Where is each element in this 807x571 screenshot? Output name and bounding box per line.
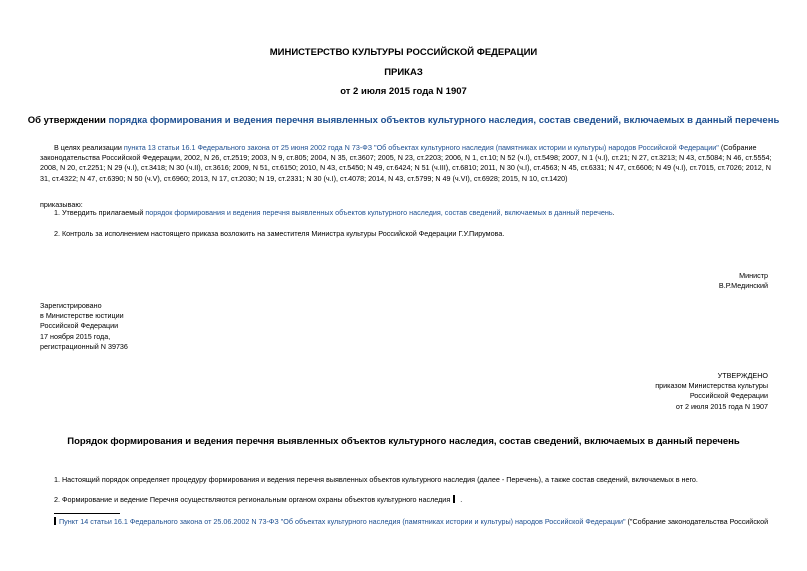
title-prefix: Об утверждении bbox=[27, 115, 109, 126]
footnote bbox=[54, 517, 789, 527]
footnote-marker[interactable] bbox=[453, 495, 455, 503]
item-2: 2. Контроль за исполнением настоящего приказа возложить на заместителя Министра культуры Российской Федерации Г.У.Пирумова. bbox=[54, 229, 505, 238]
item-1 bbox=[54, 208, 784, 218]
registration-line-3: Российской Федерации bbox=[40, 321, 119, 331]
document-type: ПРИКАЗ bbox=[384, 67, 423, 78]
registration-block bbox=[40, 301, 128, 352]
section-paragraph-2: 2. Формирование и ведение Перечня осуществляются региональным органом охраны объектов культурного наследия . bbox=[54, 495, 463, 504]
title-link[interactable]: порядка формирования и ведения перечня выявленных объектов культурного наследия, состав сведений, включаемых в данный перечень bbox=[108, 115, 780, 126]
footnote-divider bbox=[54, 513, 120, 514]
section-paragraph-1: 1. Настоящий порядок определяет процедуру формирования и ведения перечня выявленных объектов культурного наследия (далее - Перечень), а также состав сведений, включаемых в него. bbox=[54, 475, 698, 484]
footnote-law-link[interactable]: Пункт 14 статьи 16.1 Федерального закона от 25.06.2002 N 73-ФЗ "Об объектах культурного наследия (памятниках истории и культуры) народов Российской Федерации" bbox=[59, 517, 626, 526]
footnote-text: ("Собрание законодательства Российской bbox=[625, 517, 769, 526]
registration-line-2: в Министерстве юстиции bbox=[40, 311, 124, 321]
approved-line-3: Российской Федерации bbox=[689, 391, 768, 401]
section-title: Порядок формирования и ведения перечня выявленных объектов культурного наследия, состав сведений, включаемых в данный перечень bbox=[67, 436, 740, 447]
document-date: от 2 июля 2015 года N 1907 bbox=[340, 86, 467, 97]
registration-line-5: регистрационный N 39736 bbox=[40, 341, 128, 351]
section-paragraph-2-text: 2. Формирование и ведение Перечня осуществляются региональным органом охраны объектов культурного наследия bbox=[54, 495, 451, 504]
approved-line-4: от 2 июля 2015 года N 1907 bbox=[675, 401, 768, 411]
registration-line-1: Зарегистрировано bbox=[40, 301, 102, 310]
signature-role: Министр bbox=[739, 271, 768, 280]
footnote-marker-ref bbox=[54, 517, 56, 525]
item-1-text-1: 1. Утвердить прилагаемый bbox=[54, 208, 146, 217]
prikazyvayu-label: приказываю: bbox=[40, 200, 83, 209]
approved-line-2: приказом Министерства культуры bbox=[655, 381, 768, 391]
registration-line-4: 17 ноября 2015 года, bbox=[40, 331, 111, 341]
preamble-text-1: В целях реализации bbox=[54, 143, 124, 152]
document-title bbox=[0, 115, 807, 126]
preamble-paragraph bbox=[40, 143, 780, 184]
approved-block bbox=[560, 371, 768, 412]
item-1-text-2: . bbox=[612, 208, 615, 217]
preamble-law-link[interactable]: пункта 13 статьи 16.1 Федерального закона от 25 июня 2002 года N 73-ФЗ "Об объектах культурного наследия (памятниках истории и культуры) народов Российской Федерации" bbox=[123, 143, 719, 152]
approved-line-1: УТВЕРЖДЕНО bbox=[717, 371, 768, 380]
ministry-header: МИНИСТЕРСТВО КУЛЬТУРЫ РОССИЙСКОЙ ФЕДЕРАЦИИ bbox=[269, 47, 538, 58]
signature-name: В.Р.Мединский bbox=[718, 281, 768, 290]
item-1-link[interactable]: порядок формирования и ведения перечня выявленных объектов культурного наследия, состав сведений, включаемых в данный перечень bbox=[145, 208, 613, 217]
preamble-text-2: (Собрание законодательства Российской Федерации, 2002, N 26, ст.2519; 2003, N 9, ст.805; 2004, N 35, ст.3607; 2005, N 23, ст.2203; 2006, N 1, ст.10; N 52 (ч.I), ст.5498; 2007, N 1 (ч.I), ст.21; N 27, ст.3213; N 43, ст.5084; N 46, ст.5554; 2008, N 20, ст.2251; N 29 (ч.I), ст.3418; N 30 (ч.II), ст.3616; 2009, N 51, ст.6150; 2010, N 43, ст.5450; N 49, ст.6424; N 51 (ч.III), ст.6810; 2011, N 30 (ч.I), ст.4563; N 45, ст.6331; N 47, ст.6606; N 49 (ч.I), ст.7015, ст.7026; 2012, N 31, ст.4322; N 47, ст.6390; N 50 (ч.V), ст.6960; 2013, N 17, ст.2030; N 19, ст.2331; N 30 (ч.I), ст.4078; 2014, N 43, ст.5799; N 49 (ч.VI), ст.6928; 2015, N 10, ст.1420) bbox=[40, 143, 772, 183]
